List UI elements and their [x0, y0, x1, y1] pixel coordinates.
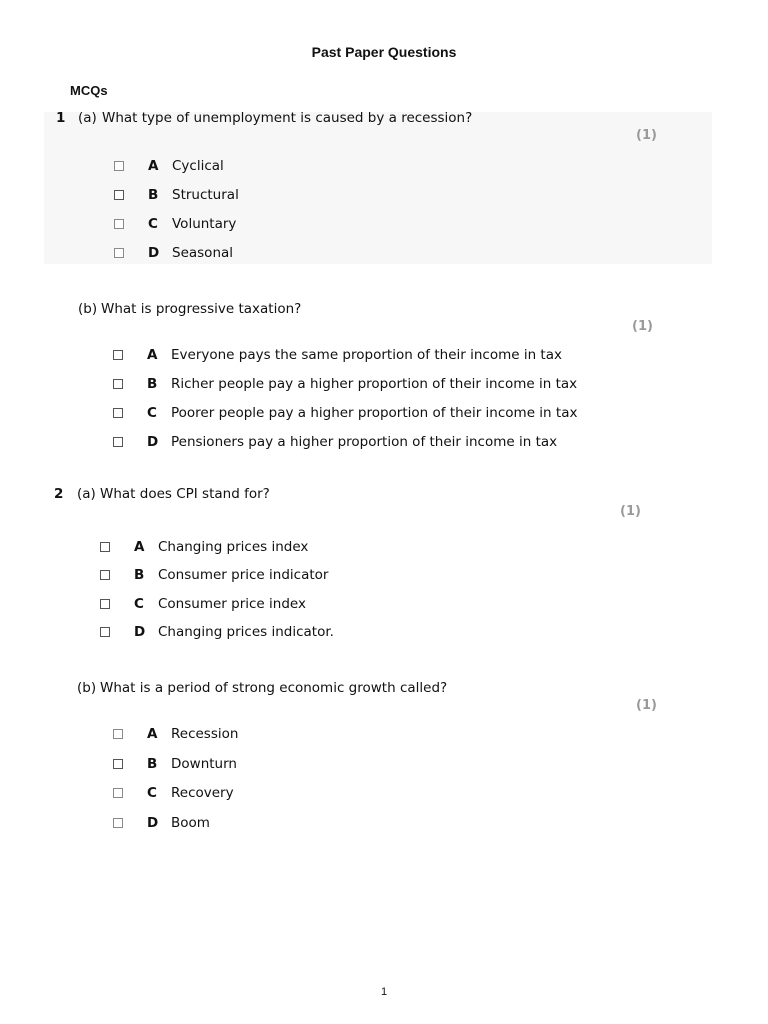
answer-checkbox[interactable]	[113, 788, 123, 798]
option-letter: C	[134, 596, 144, 612]
answer-checkbox[interactable]	[114, 190, 124, 200]
answer-checkbox[interactable]	[113, 379, 123, 389]
option-letter: C	[147, 785, 157, 801]
option-letter: B	[148, 187, 159, 203]
question-number: 1	[56, 110, 66, 126]
question-1b-marks: (1)	[632, 319, 653, 334]
answer-checkbox[interactable]	[113, 408, 123, 418]
answer-checkbox[interactable]	[113, 437, 123, 447]
option-letter: B	[134, 567, 145, 583]
option-text: Seasonal	[172, 245, 234, 261]
question-1b-part: (b)	[78, 301, 98, 317]
option-letter: C	[148, 216, 158, 232]
option-text: Consumer price index	[158, 596, 306, 612]
option-text: Recovery	[171, 785, 234, 801]
option-letter: A	[147, 347, 158, 363]
question-2a-text: What does CPI stand for?	[100, 486, 270, 502]
question-number: 2	[54, 486, 64, 502]
option-row	[100, 595, 306, 613]
question-1a-marks: (1)	[636, 128, 657, 143]
answer-checkbox[interactable]	[113, 729, 123, 739]
option-letter: A	[134, 539, 145, 555]
option-letter: D	[147, 434, 159, 450]
option-text: Cyclical	[172, 158, 224, 174]
option-text: Voluntary	[172, 216, 237, 232]
option-row	[100, 623, 334, 641]
option-row	[100, 538, 308, 556]
option-text: Recession	[171, 726, 239, 742]
answer-checkbox[interactable]	[113, 818, 123, 828]
document-title: Past Paper Questions	[311, 44, 457, 60]
question-2b-marks: (1)	[636, 698, 657, 713]
question-2a-marks: (1)	[620, 504, 641, 519]
option-letter: A	[147, 726, 158, 742]
option-letter: D	[147, 815, 159, 831]
option-row	[113, 725, 238, 743]
answer-checkbox[interactable]	[113, 350, 123, 360]
option-text: Pensioners pay a higher proportion of their income in tax	[171, 434, 558, 450]
option-letter: B	[147, 376, 158, 392]
option-text: Poorer people pay a higher proportion of their income in tax	[171, 405, 578, 421]
option-letter: A	[148, 158, 159, 174]
answer-checkbox[interactable]	[100, 542, 110, 552]
option-row	[113, 755, 237, 773]
question-1a-text: What type of unemployment is caused by a recession?	[102, 110, 473, 126]
option-letter: C	[147, 405, 157, 421]
option-letter: D	[148, 245, 160, 261]
option-text: Changing prices indicator.	[158, 624, 334, 640]
option-row	[113, 404, 577, 422]
option-row	[114, 244, 233, 262]
section-heading: MCQs	[70, 83, 108, 98]
answer-checkbox[interactable]	[114, 161, 124, 171]
question-1a-part: (a)	[78, 110, 97, 126]
question-2b-text: What is a period of strong economic growth called?	[100, 680, 448, 696]
answer-checkbox[interactable]	[114, 219, 124, 229]
question-2a-part: (a)	[77, 486, 96, 502]
answer-checkbox[interactable]	[113, 759, 123, 769]
question-2b-part: (b)	[77, 680, 97, 696]
option-row	[113, 784, 234, 802]
option-text: Downturn	[171, 756, 237, 772]
option-row	[114, 157, 224, 175]
page-number: 1	[380, 986, 388, 998]
option-row	[113, 433, 557, 451]
option-text: Boom	[171, 815, 210, 831]
question-1b-text: What is progressive taxation?	[101, 301, 302, 317]
answer-checkbox[interactable]	[114, 248, 124, 258]
option-letter: B	[147, 756, 158, 772]
option-row	[114, 215, 236, 233]
option-row	[113, 375, 577, 393]
option-letter: D	[134, 624, 146, 640]
option-text: Changing prices index	[158, 539, 309, 555]
option-row	[113, 346, 562, 364]
option-row	[113, 814, 210, 832]
option-row	[114, 186, 239, 204]
option-text: Everyone pays the same proportion of their income in tax	[171, 347, 562, 363]
option-text: Consumer price indicator	[158, 567, 329, 583]
answer-checkbox[interactable]	[100, 570, 110, 580]
answer-checkbox[interactable]	[100, 599, 110, 609]
option-text: Richer people pay a higher proportion of their income in tax	[171, 376, 578, 392]
option-row	[100, 566, 328, 584]
answer-checkbox[interactable]	[100, 627, 110, 637]
option-text: Structural	[172, 187, 239, 203]
